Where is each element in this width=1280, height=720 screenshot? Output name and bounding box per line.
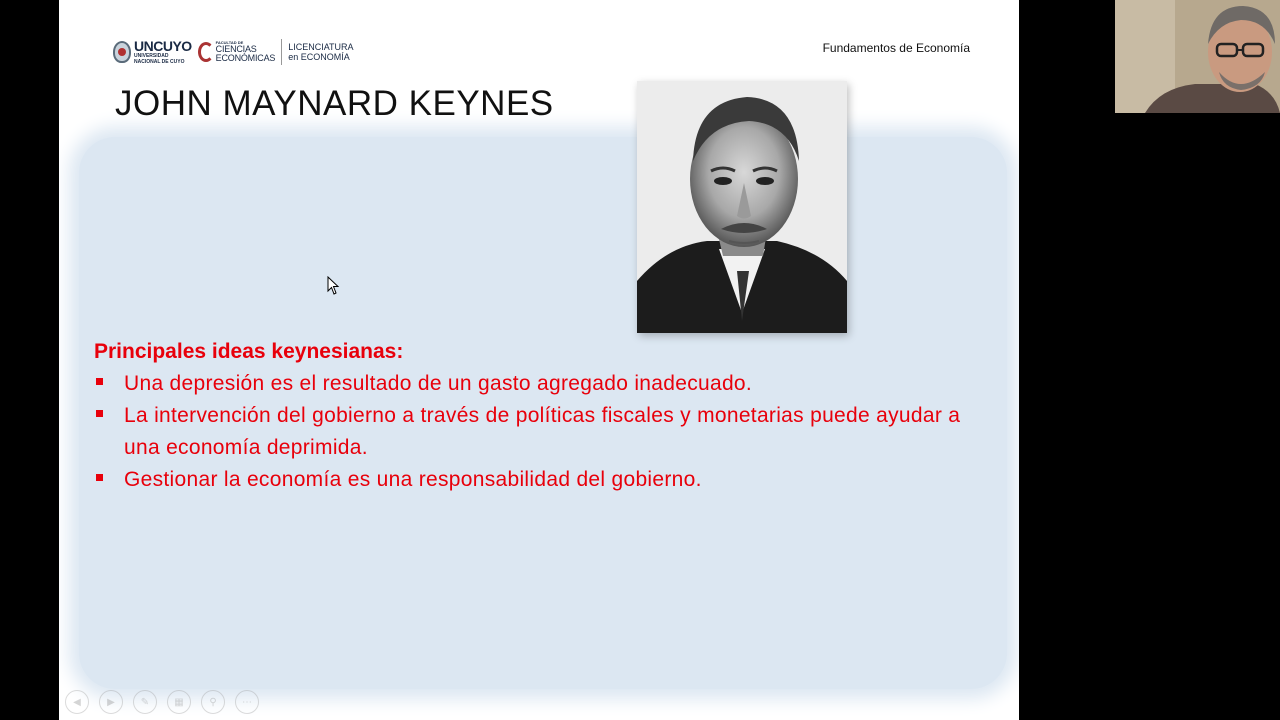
square-bullet-icon [96, 378, 103, 385]
previous-icon[interactable]: ◀ [65, 690, 89, 714]
zoom-icon[interactable]: ⚲ [201, 690, 225, 714]
idea-text: La intervención del gobierno a través de políticas fiscales y monetarias puede ayudar a una economía deprimida. [124, 404, 961, 459]
mouse-cursor-icon [327, 276, 341, 301]
course-name: Fundamentos de Economía [822, 41, 970, 55]
presenter-webcam [1115, 0, 1280, 113]
ideas-heading: Principales ideas keynesianas: [94, 340, 404, 363]
fce-logo [198, 41, 276, 63]
slides-icon[interactable]: ▦ [167, 690, 191, 714]
idea-text: Gestionar la economía es una responsabilidad del gobierno. [124, 468, 702, 491]
lic-line2: en ECONOMÍA [288, 52, 350, 62]
ideas-list [94, 368, 984, 496]
list-item [94, 368, 984, 400]
keynesian-ideas [94, 340, 984, 496]
licenciatura-logo [288, 42, 353, 63]
presentation-slide [59, 0, 1019, 720]
list-item [94, 464, 984, 496]
uncuyo-seal-icon [113, 41, 131, 63]
fce-logo-name1: CIENCIAS [215, 44, 257, 54]
more-icon[interactable]: ⋯ [235, 690, 259, 714]
uncuyo-logo-name: UNCUYO [134, 38, 192, 54]
presenter-video-icon [1115, 0, 1280, 113]
pen-icon[interactable]: ✎ [133, 690, 157, 714]
square-bullet-icon [96, 410, 103, 417]
fce-logo-top: FACULTAD DE [215, 40, 244, 45]
uncuyo-logo-sub2: NACIONAL DE CUYO [134, 59, 185, 65]
fce-logo-name2: ECONÓMICAS [215, 53, 276, 63]
keynes-portrait [637, 81, 847, 333]
square-bullet-icon [96, 474, 103, 481]
uncuyo-logo-sub1: UNIVERSIDAD [134, 53, 169, 59]
list-item [94, 400, 984, 464]
idea-text: Una depresión es el resultado de un gasto agregado inadecuado. [124, 372, 753, 395]
slide-title: JOHN MAYNARD KEYNES [115, 84, 554, 123]
portrait-image-icon [637, 81, 847, 333]
slideshow-toolbar [65, 690, 259, 714]
next-icon[interactable]: ▶ [99, 690, 123, 714]
fce-mark-icon [198, 42, 214, 62]
header-logos [113, 36, 354, 68]
lic-line1: LICENCIATURA [288, 41, 354, 52]
uncuyo-logo [113, 39, 192, 65]
logo-divider [281, 39, 282, 65]
